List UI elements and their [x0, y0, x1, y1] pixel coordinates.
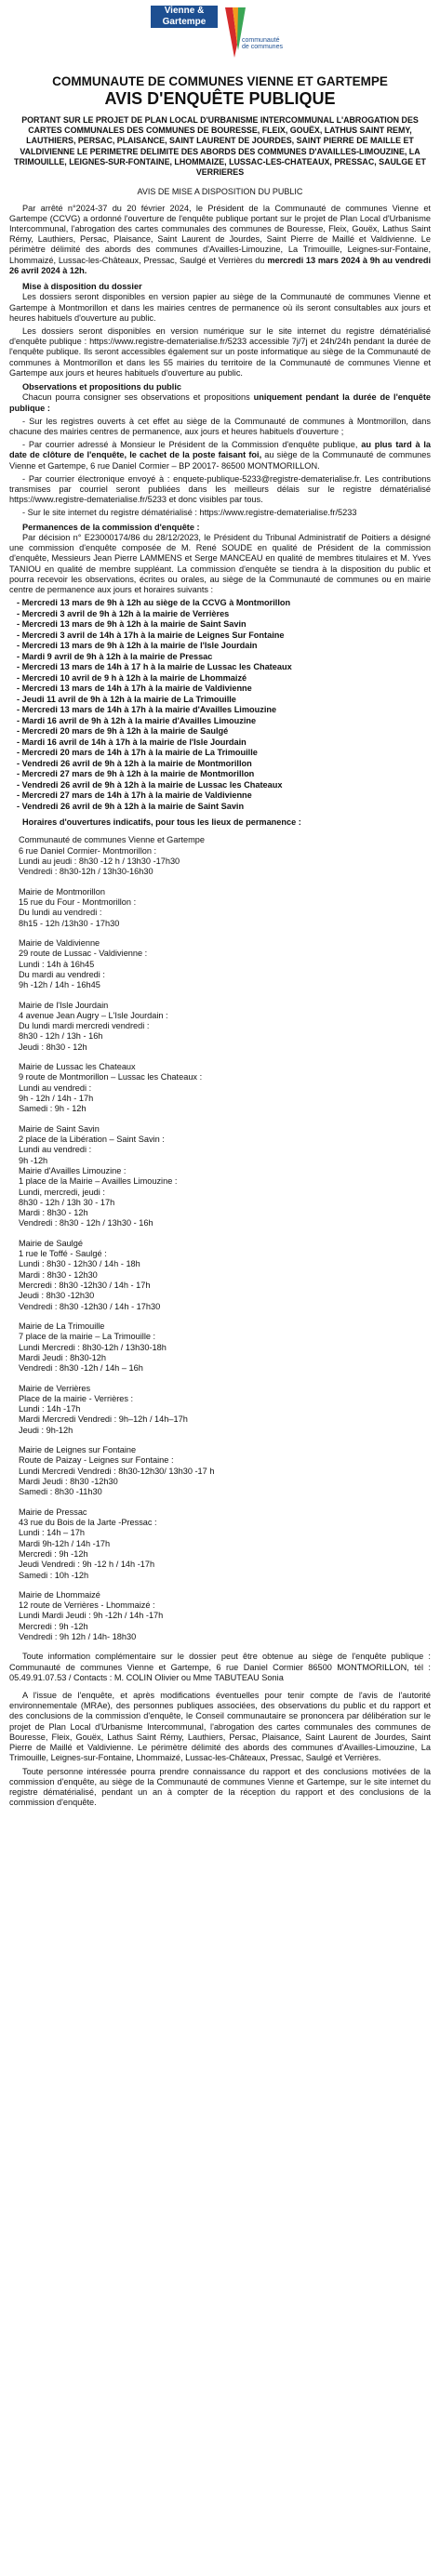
- observations-website: - Sur le site internet du registre dématérialisé : https://www.registre-dematerialise.fr/5233: [22, 508, 357, 518]
- schedule-item: - Mercredi 13 mars de 14h à 17h à la mairie de Valdivienne: [17, 684, 252, 694]
- schedule-item: - Mercredi 20 mars de 14h à 17h à la mairie de La Trimouille: [17, 748, 258, 758]
- venue-hours: Communauté de communes Vienne et Gartempe 6 rue Daniel Cormier- Montmorillon : Lundi au jeudi : 8h30 -12 h / 13h30 -17h30 Vendredi : 8h30-12h / 13h30-16h30: [19, 835, 206, 877]
- venue-hours: Mairie de La Trimouille 7 place de la mairie – La Trimouille : Lundi Mercredi : 8h30-12h / 13h30-18h Mardi Jeudi : 8h30-12h Vendredi : 8h30 -12h / 14h – 16h: [19, 1321, 167, 1374]
- dossier-title: Mise à disposition du dossier: [22, 282, 142, 292]
- permanences-title: Permanences de la commission d'enquête :: [22, 522, 200, 532]
- intro-text: PORTANT SUR LE PROJET DE PLAN LOCAL D'URBANISME INTERCOMMUNAL L'ABROGATION DES CARTES COMMUNALES DES COMMUNES DE BOURESSE, FLEIX, GOUËX, LATHUS SAINT REMY, LAUTHIERS, PERSAC, PLAISANCE, SAINT LAURENT DE JOURDES, SAINT PIERRE DE MAILLE ET VALDIVIENNE LE PERIMETRE DELIMITE DES ABORDS DES COMMUNES D'AVAILLES-LIMOUZINE, LA TRIMOUILLE, LEIGNES-SUR-FONTAINE, LHOMMAIZE, LUSSAC-LES-CHATEAUX, PRESSAC, SAULGE ET VERRIERES: [14, 115, 426, 177]
- arrete-text: Par arrêté n°2024-37 du 20 février 2024, le Président de la Communauté de communes Vienne et Gartempe (CCVG) a ordonné l'ouverture de l'enquête publique portant sur le projet de Plan Local d'Urbanisme Intercommunal, l'abrogation des cartes communales des communes de Bouresse, Fleix, Gouëx, Lathus Saint Rémy, Lauthiers, Persac, Plaisance, Saint Laurent de Jourdes, Saint Pierre de Maillé et Valdivienne. Le périmètre délimité des abords des communes d'Availles-Limouzine, La Trimouille, Leignes-sur-Fontaine, Lhommaizé, Lussac-les-Châteaux, Pressac, Saulgé et Verrières du: [9, 203, 431, 265]
- schedule-item: - Mercredi 3 avril de 9h à 12h à la mairie de Verrières: [17, 608, 230, 618]
- schedule-item: - Vendredi 26 avril de 9h à 12h à la mairie de Saint Savin: [17, 801, 245, 811]
- venue-hours: Mairie de Saint Savin 2 place de la Libération – Saint Savin : Lundi au vendredi : 9h -12h Mairie d'Availles Limouzine : 1 place de la Mairie – Availles Limouzine : Lundi, mercredi, jeudi : 8h30 - 12h / 13h 30 - 17h Mardi : 8h30 - 12h Vendredi : 8h30 - 12h / 13h30 - 16h: [19, 1123, 178, 1228]
- observations-title: Observations et propositions du public: [22, 382, 182, 392]
- ccvg-logo: [151, 4, 307, 67]
- schedule-item: - Mercredi 10 avril de 9 h à 12h à la mairie de Lhommaizé: [17, 672, 247, 683]
- organisation-title: COMMUNAUTE DE COMMUNES VIENNE ET GARTEMPE: [52, 74, 388, 88]
- logo-line-1: Vienne &: [151, 6, 218, 17]
- mail-text-a: - Par courrier adressé à Monsieur le Président de la Commission d'enquête publique,: [22, 440, 362, 450]
- observations-mail: [9, 440, 431, 471]
- mail-text-c: au siège de la Communauté de communes Vienne et Gartempe, 6 rue Daniel Cormier – BP 20017- 86500 MONTMORILLON.: [9, 450, 431, 471]
- observations-lead: [9, 392, 431, 413]
- venue-hours: Mairie de Montmorillon 15 rue du Four - Montmorillon : Du lundi au vendredi : 8h15 - 12h /13h30 - 17h30: [19, 886, 137, 928]
- schedule-item: - Vendredi 26 avril de 9h à 12h à la mairie de Lussac les Chateaux: [17, 779, 283, 790]
- venue-hours: Mairie de l'Isle Jourdain 4 avenue Jean Augry – L'Isle Jourdain : Du lundi mardi mercredi vendredi : 8h30 - 12h / 13h - 16h Jeudi : 8h30 - 12h: [19, 1000, 168, 1052]
- arrete-paragraph: [9, 204, 431, 277]
- schedule-item: - Jeudi 11 avril de 9h à 12h à la mairie de La Trimouille: [17, 694, 236, 704]
- logo-area: [9, 0, 431, 74]
- closing-report: Toute personne intéressée pourra prendre connaissance du rapport et des conclusions motivées de la commission d'enquête, au siège de la Communauté de communes Vienne et Gartempe, sur le site internet du registre dématérialisé, pendant un an à compter de la réception du rapport et des conclusions de la commission d'enquête.: [9, 1766, 431, 1808]
- logo-v-icon: [223, 4, 247, 60]
- schedule-item: - Mercredi 13 mars de 9h à 12h à la mairie de l'Isle Jourdain: [17, 641, 258, 651]
- hours-title: Horaires d'ouvertures indicatifs, pour tous les lieux de permanence :: [22, 817, 301, 828]
- schedule-item: - Mardi 16 avril de 14h à 17h à la mairie de l'Isle Jourdain: [17, 737, 247, 747]
- schedule-item: - Mercredi 13 mars de 9h à 12h à la mairie de Saint Savin: [17, 619, 247, 630]
- permanence-schedule: [17, 598, 431, 812]
- venue-hours: Mairie de Leignes sur Fontaine Route de Paizay - Leignes sur Fontaine : Lundi Mercredi Vendredi : 8h30-12h30/ 13h30 -17 h Mardi Jeudi : 8h30 -12h30 Samedi : 8h30 -11h30: [19, 1445, 215, 1497]
- observations-lead-bold: uniquement pendant la durée de l'enquête publique :: [9, 392, 431, 413]
- dossier-paragraph-1: Les dossiers seront disponibles en version papier au siège de la Communauté de communes Vienne et Gartempe à Montmorillon et dans les mairies centres de permanence où ils seront consultables aux jours et heures habituels d'ouverture au public.: [9, 292, 431, 323]
- observations-email: - Par courrier électronique envoyé à : enquete-publique-5233@registre-dematerialise.fr. Les contributions transmises par courriel seront publiées dans les meilleurs délais sur le registre dématérialisé https://www.registre-dematerialise.fr/5233 et donc visibles par tous.: [9, 473, 431, 505]
- venue-hours: Mairie de Pressac 43 rue du Bois de la Jarte -Pressac : Lundi : 14h – 17h Mardi 9h-12h / 14h -17h Mercredi : 9h -12h Jeudi Vendredi : 9h -12 h / 14h -17h Samedi : 10h -12h: [19, 1507, 157, 1580]
- schedule-item: - Vendredi 26 avril de 9h à 12h à la mairie de Montmorillon: [17, 758, 252, 768]
- schedule-item: - Mercredi 27 mars de 14h à 17h à la mairie de Valdivienne: [17, 790, 252, 801]
- subheading: AVIS DE MISE A DISPOSITION DU PUBLIC: [137, 186, 303, 196]
- venue-hours: Mairie de Valdivienne 29 route de Lussac - Valdivienne : Lundi : 14h à 16h45 Du mardi au vendredi : 9h -12h / 14h - 16h45: [19, 937, 148, 990]
- closing-process: A l'issue de l'enquête, et après modifications éventuelles pour tenir compte de l'avis de l'autorité environnementale (MRAe), des personnes publiques associées, des observations du public et du rapport et des conclusions de la commission d'enquête, le Conseil communautaire se prononcera par délibération sur le projet de Plan Local d'Urbanisme Intercommunal, l'abrogation des cartes communales des communes de Bouresse, Fleix, Gouëx, Lathus Saint Rémy, Lauthiers, Persac, Plaisance, Saint Laurent de Jourdes, Saint Pierre de Maillé et Valdivienne. Le périmètre délimité des abords des communes d'Availles-Limouzine, La Trimouille, Leignes-sur-Fontaine, Lhommaizé, Lussac-les-Châteaux, Pressac, Saulgé et Verrières.: [9, 1691, 431, 1763]
- schedule-item: - Mercredi 13 mars de 14h à 17h à la mairie d'Availles Limouzine: [17, 705, 277, 715]
- venue-hours: Mairie de Lussac les Chateaux 9 route de Montmorillon – Lussac les Chateaux : Lundi au vendredi : 9h - 12h / 14h - 17h Samedi : 9h - 12h: [19, 1062, 203, 1114]
- venue-hours: Mairie de Verrières Place de la mairie - Verrières : Lundi : 14h -17h Mardi Mercredi Vendredi : 9h–12h / 14h–17h Jeudi : 9h-12h: [19, 1383, 188, 1435]
- logo-line-2: Gartempe: [151, 17, 218, 28]
- schedule-item: - Mercredi 20 mars de 9h à 12h à la mairie de Saulgé: [17, 726, 229, 737]
- dossier-paragraph-2: Les dossiers seront disponibles en version numérique sur le site internet du registre dématérialisé d'enquête publique : https://www.registre-dematerialise.fr/5233 accessible 7j/7j et 24h/24h pendant la durée de l'enquête publique. Ils seront accessibles également sur un poste informatique au siège de la Communauté de communes à Montmorillon et dans les 55 mairies du territoire de la Communauté de communes Vienne et Gartempe aux jours et heures habituels d'ouverture au public.: [9, 325, 431, 378]
- closing-contact: Toute information complémentaire sur le dossier peut être obtenue au siège de l'enquête publique : Communauté de communes Vienne et Gartempe, 6 rue Daniel Cormier 86500 MONTMORILLON, tél : 05.49.91.07.53 / Contacts : M. COLIN Olivier ou Mme TABUTEAU Sonia: [9, 1652, 431, 1682]
- observations-lead-text: Chacun pourra consigner ses observations et propositions: [22, 392, 254, 403]
- schedule-item: - Mardi 16 avril de 9h à 12h à la mairie d'Availles Limouzine: [17, 715, 257, 725]
- schedule-item: - Mercredi 13 mars de 9h à 12h au siège de la CCVG à Montmorillon: [17, 598, 291, 608]
- venue-hours: Mairie de Lhommaizé 12 route de Verrières - Lhommaizé : Lundi Mardi Jeudi : 9h -12h / 14h -17h Mercredi : 9h -12h Vendredi : 9h 12h / 14h- 18h30: [19, 1589, 164, 1642]
- schedule-item: - Mercredi 13 mars de 14h à 17 h à la mairie de Lussac les Chateaux: [17, 662, 292, 672]
- logo-tagline: communauté de communes: [242, 37, 283, 51]
- schedule-item: - Mercredi 27 mars de 9h à 12h à la mairie de Montmorillon: [17, 769, 255, 779]
- schedule-item: - Mardi 9 avril de 9h à 12h à la mairie de Pressac: [17, 651, 213, 661]
- venue-hours: Mairie de Saulgé 1 rue le Toffé - Saulgé : Lundi : 8h30 - 12h30 / 14h - 18h Mardi : 8h30 - 12h30 Mercredi : 8h30 -12h30 / 14h - 17h Jeudi : 8h30 -12h30 Vendredi : 8h30 -12h30 / 14h - 17h30: [19, 1238, 161, 1311]
- mail-text-bold: au plus tard à la date de clôture de l'enquête, le cachet de la poste faisant foi,: [9, 440, 431, 460]
- enquiry-dates: mercredi 13 mars 2024 à 9h au vendredi 26 avril 2024 à 12h.: [9, 255, 432, 275]
- schedule-item: - Mercredi 3 avril de 14h à 17h à la mairie de Leignes Sur Fontaine: [17, 630, 285, 640]
- permanences-text: Par décision n° E23000174/86 du 28/12/2023, le Président du Tribunal Administratif de Poitiers a désigné une commission d'enquête composée de M. René SOUDE en qualité de Président de la commission d'enquête, Messieurs Jean Pierre LAMMENS et Serge MANCEAU en qualité de membres titulaires et M. Yves TANIOU en qualité de membre suppléant. La commission d'enquête se tiendra à la disposition du public et pourra recevoir les observations, écrites ou orales, au siège de la Communauté de communes ou en mairie centre de permanence aux jours et horaires suivants :: [9, 532, 431, 595]
- notice-title: AVIS D'ENQUÊTE PUBLIQUE: [104, 89, 336, 109]
- observations-registers: - Sur les registres ouverts à cet effet au siège de la Communauté de communes à Montmorillon, dans chacune des mairies centres de permanence, aux jours et heures habituels d'ouverture ;: [9, 416, 431, 436]
